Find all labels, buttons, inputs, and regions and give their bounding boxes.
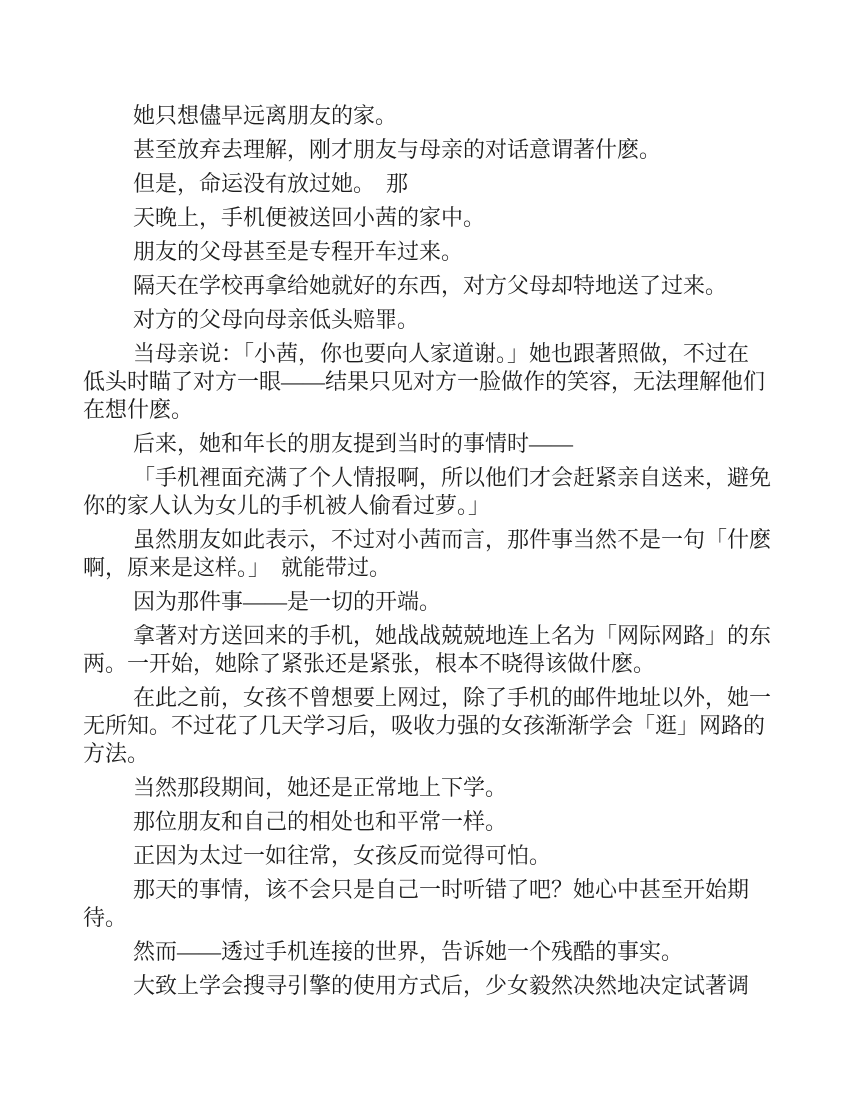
text-line: 对方的父母向母亲低头赔罪。 — [133, 307, 420, 332]
text-line: 那天的事情，该不会只是自己一时听错了吧？她心中甚至开始期 — [133, 877, 750, 902]
text-line: 你的家人认为女儿的手机被人偷看过萝。」 — [83, 493, 491, 518]
text-line: 隔天在学校再拿给她就好的东西，对方父母却特地送了过来。 — [133, 273, 728, 298]
text-line: 「手机裡面充满了个人情报啊，所以他们才会赶紧亲自送来，避免 — [133, 465, 772, 490]
text-line: 朋友的父母甚至是专程开车过来。 — [133, 239, 464, 264]
text-line: 两。一开始，她除了紧张还是紧张，根本不晓得该做什麽。 — [83, 651, 656, 676]
text-line: 方法。 — [83, 741, 150, 766]
text-block — [83, 102, 773, 1000]
text-line: 虽然朋友如此表示，不过对小茜而言，那件事当然不是一句「什麽 — [133, 527, 772, 552]
text-line: 当母亲说：「小茜，你也要向人家道谢。」她也跟著照做，不过在 — [133, 341, 750, 366]
text-line: 大致上学会搜寻引擎的使用方式后，少女毅然决然地决定试著调 — [133, 973, 750, 998]
text-line: 但是，命运没有放过她。 那 — [133, 171, 409, 196]
text-line: 正因为太过一如往常，女孩反而觉得可怕。 — [133, 843, 552, 868]
text-line: 无所知。不过花了几天学习后，吸收力强的女孩渐渐学会「逛」网路的 — [83, 713, 766, 738]
text-line: 她只想儘早远离朋友的家。 — [133, 103, 398, 128]
text-line: 在想什麽。 — [83, 397, 194, 422]
text-line: 拿著对方送回来的手机，她战战兢兢地连上名为「网际网路」的东 — [133, 623, 772, 648]
text-line: 因为那件事——是一切的开端。 — [133, 589, 442, 614]
text-line: 天晚上，手机便被送回小茜的家中。 — [133, 205, 486, 230]
text-line: 在此之前，女孩不曾想要上网过，除了手机的邮件地址以外，她一 — [133, 685, 772, 710]
text-line: 待。 — [83, 905, 128, 930]
text-line: 当然那段期间，她还是正常地上下学。 — [133, 775, 508, 800]
text-line: 啊，原来是这样。」 就能带过。 — [83, 555, 392, 580]
text-line: 后来，她和年长的朋友提到当时的事情时—— — [133, 431, 574, 456]
text-line: 然而——透过手机连接的世界，告诉她一个残酷的事实。 — [133, 939, 684, 964]
text-line: 那位朋友和自己的相处也和平常一样。 — [133, 809, 508, 834]
text-line: 低头时瞄了对方一眼——结果只见对方一脸做作的笑容，无法理解他们 — [83, 369, 766, 394]
text-line: 甚至放弃去理解，刚才朋友与母亲的对话意谓著什麽。 — [133, 137, 662, 162]
